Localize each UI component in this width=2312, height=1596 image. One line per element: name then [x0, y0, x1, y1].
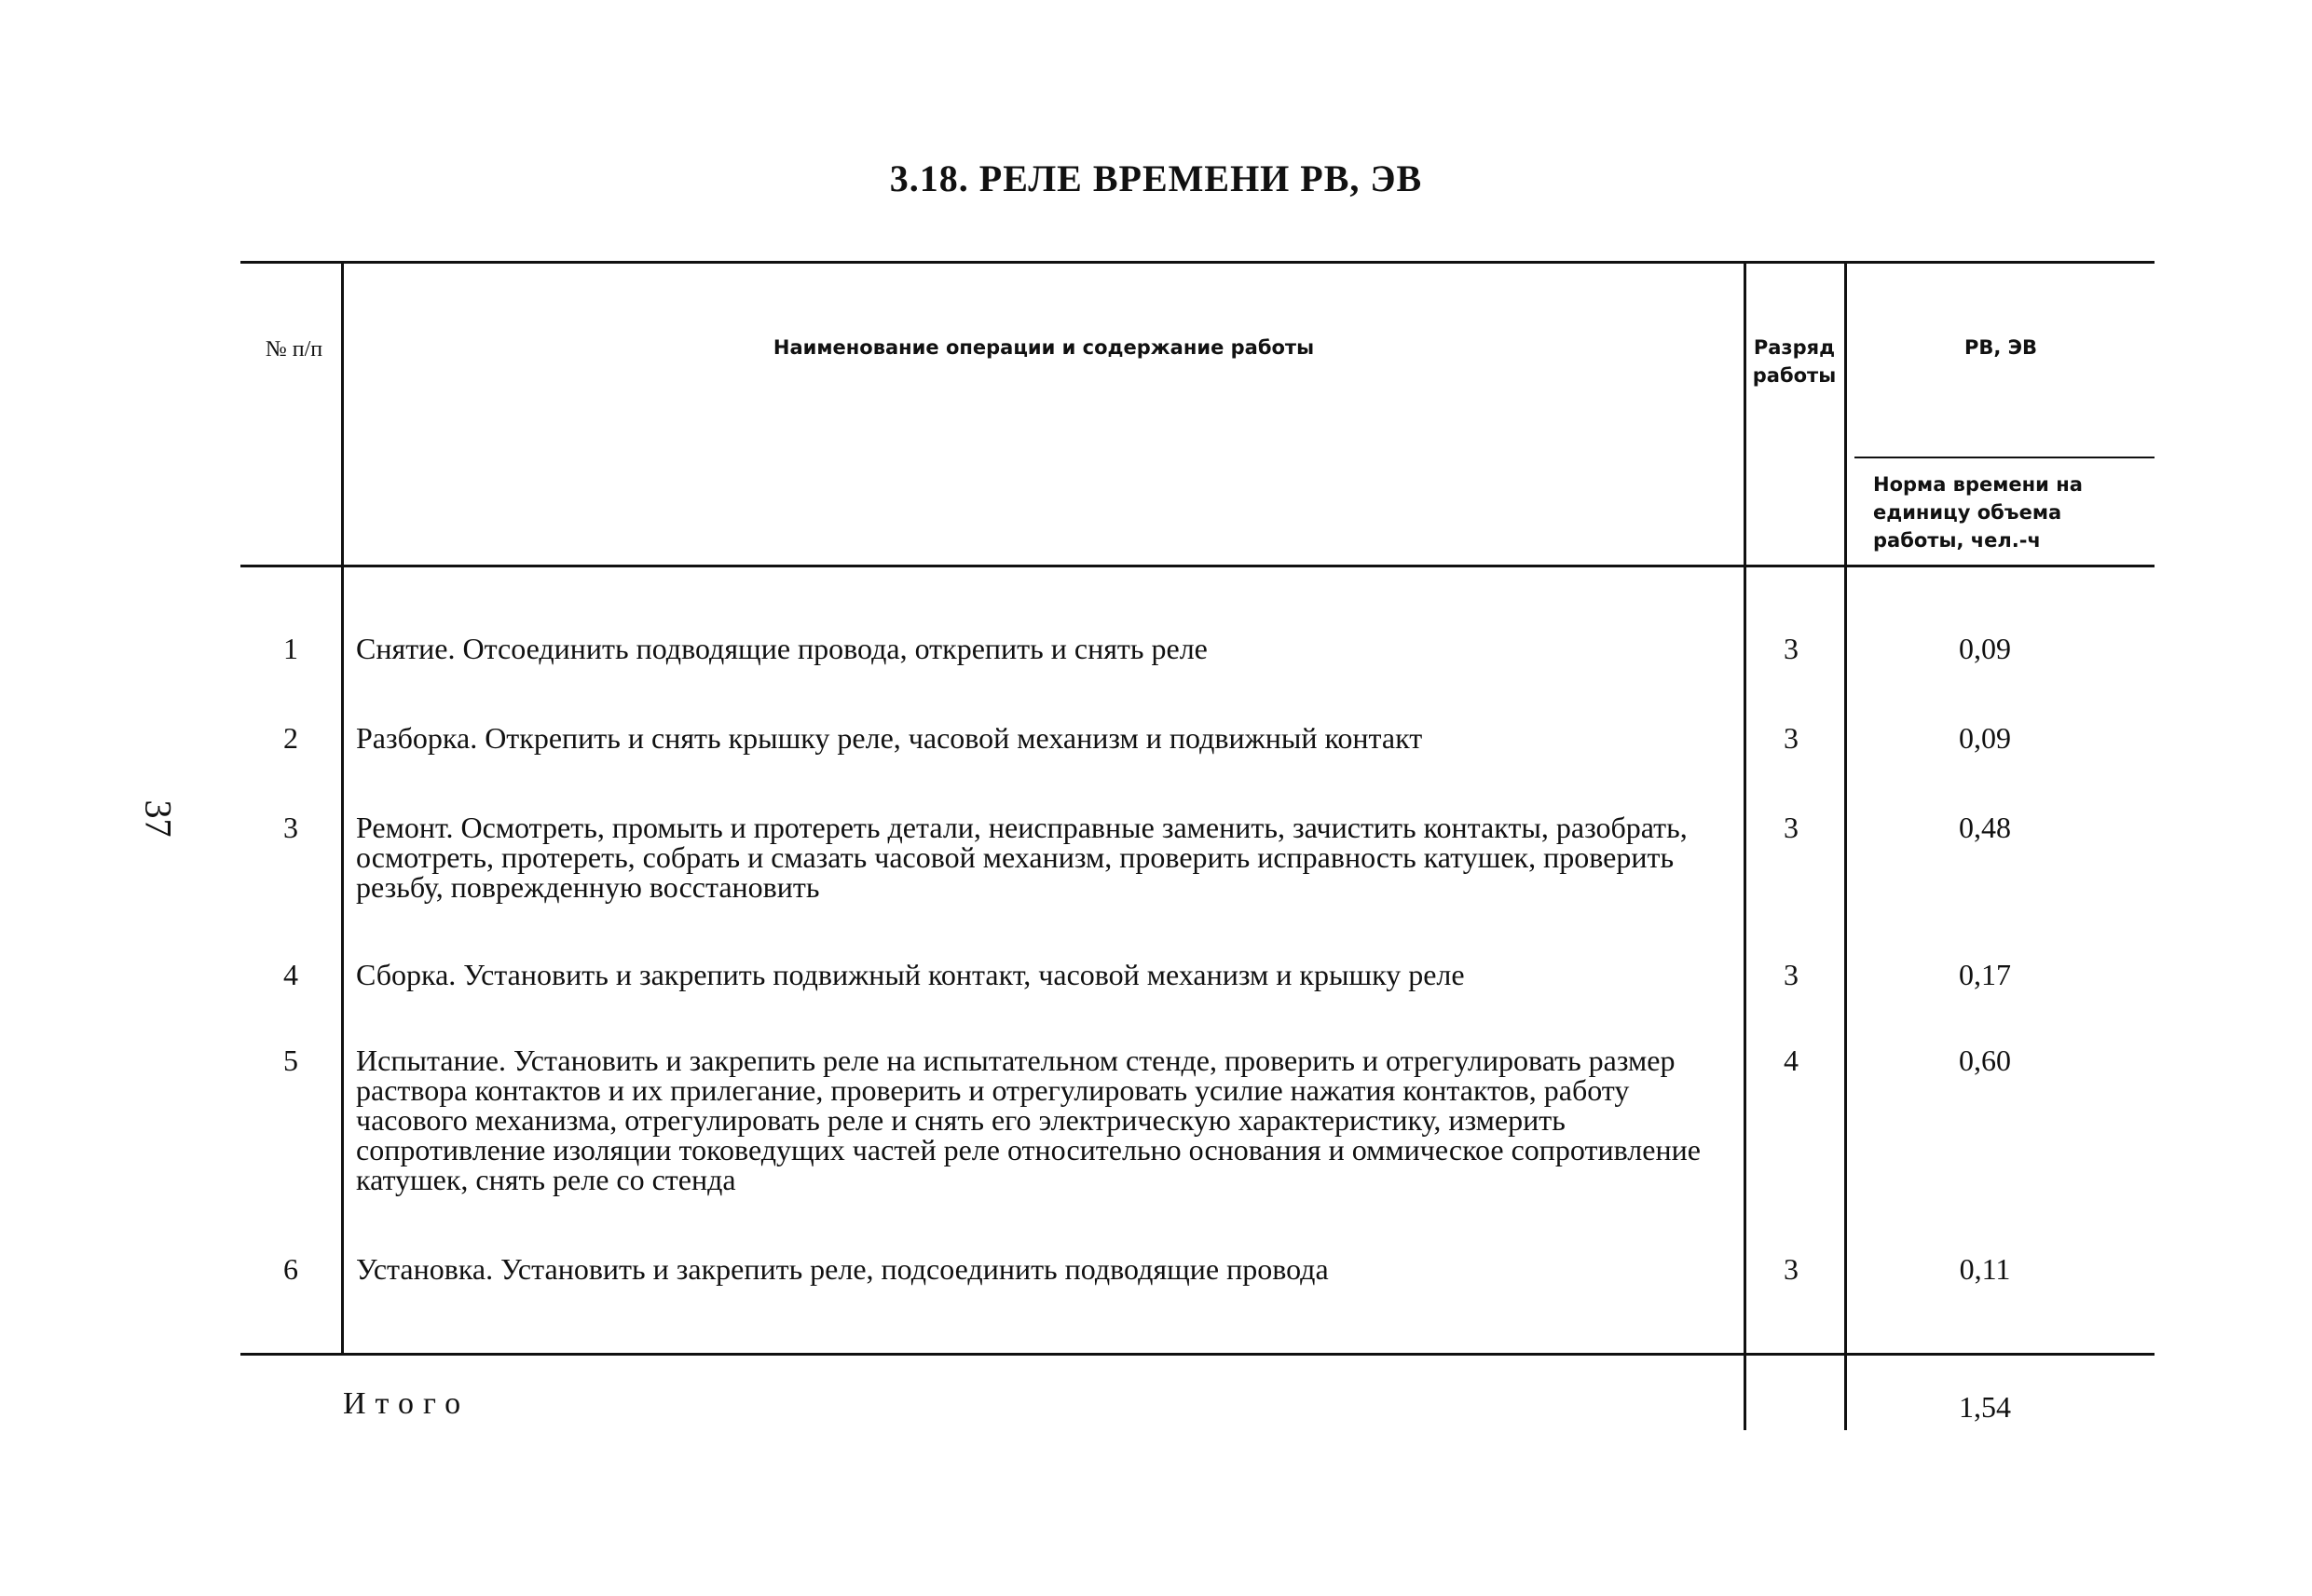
row-2-desc: Разборка. Открепить и снять крышку реле, часовой механизм и подвижный контакт [356, 721, 1423, 755]
header-sub-rule [1854, 457, 2155, 458]
row-1-grade: 3 [1784, 632, 1799, 665]
row-2-num: 2 [283, 721, 298, 755]
header-name: Наименование операции и содержание работы [773, 336, 1315, 359]
row-1-norm: 0,09 [1959, 632, 2011, 665]
row-1-num: 1 [283, 632, 298, 665]
body-bottom-rule [240, 1353, 2155, 1356]
row-5-num: 5 [283, 1044, 298, 1077]
row-5-grade: 4 [1784, 1044, 1799, 1077]
page-number: 37 [137, 799, 180, 838]
header-grade: Разряд работы [1752, 336, 1837, 387]
row-1-desc: Снятие. Отсоединить подводящие провода, открепить и снять реле [356, 632, 1208, 665]
page-title: 3.18. РЕЛЕ ВРЕМЕНИ РВ, ЭВ [889, 157, 1423, 199]
row-6-grade: 3 [1784, 1252, 1799, 1286]
row-2-grade: 3 [1784, 721, 1799, 755]
table-top-rule [240, 261, 2155, 264]
total-label: Итого [343, 1386, 471, 1421]
row-3-grade: 3 [1784, 811, 1799, 844]
row-4-norm: 0,17 [1959, 958, 2011, 991]
row-4-num: 4 [283, 958, 298, 991]
header-bottom-rule [240, 565, 2155, 567]
row-6-desc: Установка. Установить и закрепить реле, подсоединить подводящие провода [356, 1252, 1329, 1286]
row-6-norm: 0,11 [1959, 1252, 2011, 1286]
header-group: РВ, ЭВ [1963, 336, 2038, 359]
header-norm: Норма времени на единицу объема работы, чел.-ч [1873, 473, 2083, 552]
total-norm: 1,54 [1959, 1390, 2011, 1424]
col-divider-num [341, 261, 344, 1353]
col-divider-name [1744, 261, 1746, 1430]
row-6-num: 6 [283, 1252, 298, 1286]
header-num: № п/п [265, 337, 323, 361]
row-3-norm: 0,48 [1959, 811, 2011, 844]
row-3-num: 3 [283, 811, 298, 844]
row-4-desc: Сборка. Установить и закрепить подвижный контакт, часовой механизм и крышку реле [356, 958, 1465, 991]
row-3-desc: Ремонт. Осмотреть, промыть и протереть детали, неисправные заменить, зачистить контакты, разобрать, осмотреть, протереть, собрать и смазать часовой механизм, проверить исправность катушек, проверить резьбу, поврежденную восстановить [356, 811, 1688, 904]
row-4-grade: 3 [1784, 958, 1799, 991]
row-2-norm: 0,09 [1959, 721, 2011, 755]
row-5-desc: Испытание. Установить и закрепить реле на испытательном стенде, проверить и отрегулировать размер раствора контактов и их прилегание, проверить и отрегулировать усилие нажатия контактов, работу часового механизма, отрегулировать реле и снять его электрическую характеристику, измерить сопротивление изоляции токоведущих частей реле относительно основания и оммическое сопротивление катушек, снять реле со стенда [356, 1044, 1701, 1196]
row-5-norm: 0,60 [1959, 1044, 2011, 1077]
col-divider-grade [1844, 261, 1847, 1430]
